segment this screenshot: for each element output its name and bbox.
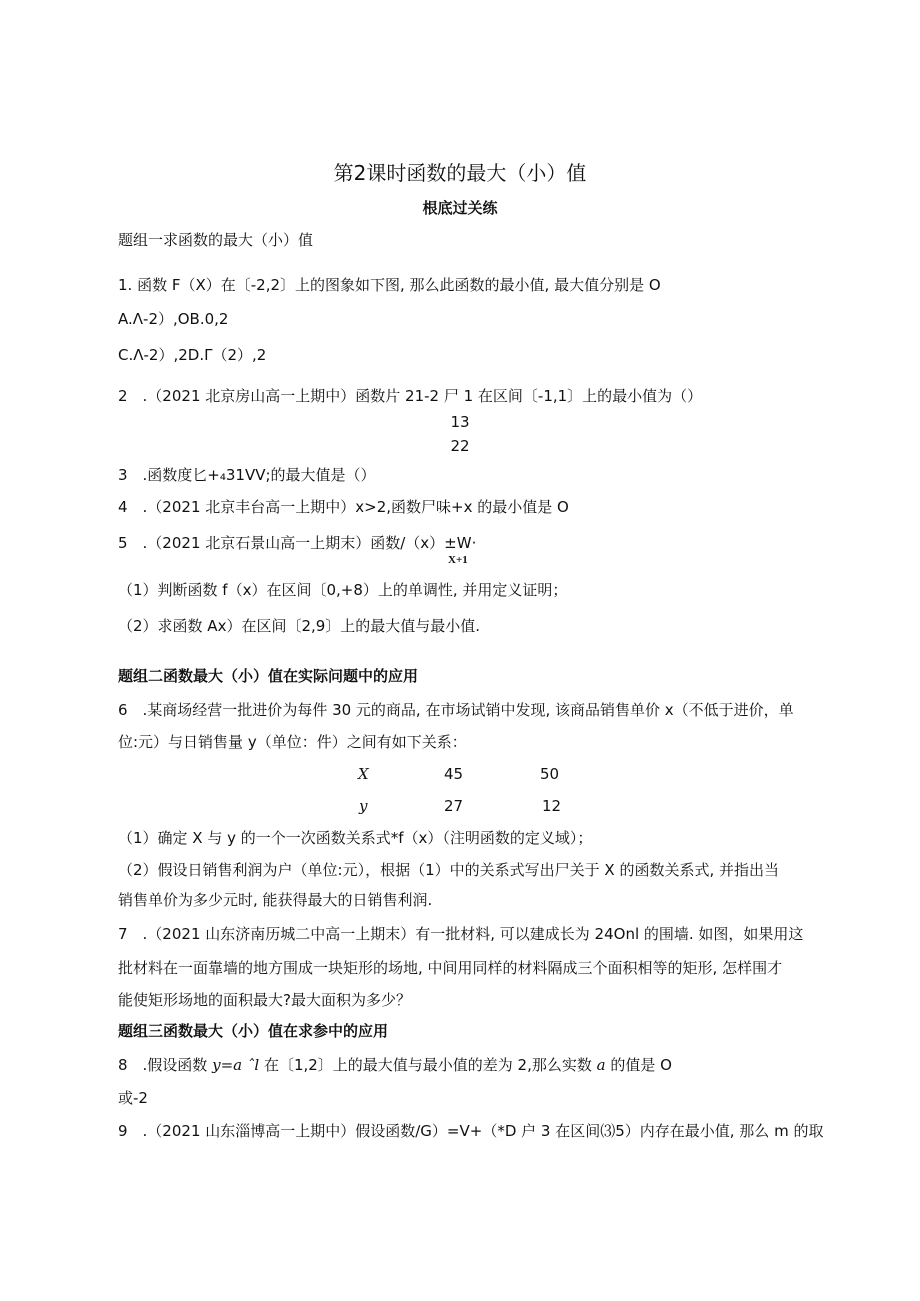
question-2-denominators: 22 [450, 437, 470, 455]
question-6-part-2-line-2: 销售单价为多少元时, 能获得最大的日销售利润. [118, 891, 433, 909]
question-6-part-1: （1）确定 X 与 y 的一个一次函数关系式*f（x）（注明函数的定义域）； [118, 829, 593, 847]
section-subtitle: 根底过关练 [422, 199, 498, 217]
question-8-answer: 或-2 [118, 1089, 148, 1107]
question-7-line-1: 7 .（2021 山东济南历城二中高一上期末）有一批材料, 可以建成长为 24Onl 的围墙. 如图，如果用这 [118, 925, 804, 943]
group-heading-3: 题组三函数最大（小）值在求参中的应用 [118, 1022, 389, 1040]
page-title: 第2课时函数的最大（小）值 [333, 161, 587, 185]
question-1-options-ab: A.Λ-2）,OB.0,2 [118, 310, 229, 328]
table-cell-x-1: 45 [444, 765, 464, 783]
question-4-stem: 4 .（2021 北京丰台高一上期中）x>2,函数尸味+x 的最小值是 O [118, 498, 569, 516]
question-2-numerators: 13 [450, 413, 470, 431]
question-2-stem: 2 .（2021 北京房山高一上期中）函数片 21-2 尸 1 在区间〔-1,1〕上的最小值为（） [118, 387, 703, 405]
question-6-line-1: 6 .某商场经营一批进价为每件 30 元的商品, 在市场试销中发现, 该商品销售单价 x（不低于进价，单 [118, 701, 794, 719]
table-cell-x-2: 50 [540, 765, 560, 783]
question-8-suffix: 的值是 O [610, 1056, 672, 1074]
question-1-options-cd: C.Λ-2）,2D.Γ（2）,2 [118, 346, 267, 364]
question-8-middle: 在〔1,2〕上的最大值与最小值的差为 2,那么实数 [263, 1056, 592, 1074]
question-6-part-2-line-1: （2）假设日销售利润为户（单位:元），根据（1）中的关系式写出尸关于 X 的函数关系式, 并指出当 [118, 861, 779, 879]
question-8-prefix: 8 .假设函数 [118, 1056, 208, 1074]
question-5-stem: 5 .（2021 北京石景山高一上期末）函数/（x）±W· [118, 534, 477, 552]
question-5-part-1: （1）判断函数 f（x）在区间〔0,+8）上的单调性, 并用定义证明； [118, 581, 568, 599]
group-heading-1: 题组一求函数的最大（小）值 [118, 231, 314, 249]
question-8-variable: a [596, 1056, 606, 1074]
question-5-part-2: （2）求函数 Ax）在区间〔2,9〕上的最大值与最小值. [118, 617, 481, 635]
question-3-stem: 3 .函数度匕+₄31VV;的最大值是（） [118, 466, 376, 484]
group-heading-2: 题组二函数最大（小）值在实际问题中的应用 [118, 667, 419, 685]
question-9-stem: 9 .（2021 山东淄博高一上期中）假设函数∕G）=V+（*D 户 3 在区间⑶5）内存在最小值, 那么 m 的取 [118, 1122, 824, 1140]
question-7-line-2: 批材料在一面靠墙的地方围成一块矩形的场地, 中间用同样的材料隔成三个面积相等的矩形, 怎样围才 [118, 959, 783, 977]
table-cell-y-1: 27 [444, 797, 464, 815]
question-1-stem: 1. 函数 F（X）在〔-2,2〕上的图象如下图, 那么此函数的最小值, 最大值分别是 O [118, 276, 661, 294]
table-row-label-y: y [359, 797, 368, 815]
question-7-line-3: 能使矩形场地的面积最大?最大面积为多少？ [118, 991, 411, 1009]
question-8-stem [118, 1055, 672, 1075]
table-cell-y-2: 12 [542, 797, 562, 815]
question-6-line-2: 位:元）与日销售量 y（单位：件）之间有如下关系： [118, 733, 467, 751]
question-5-denominator: X+1 [448, 554, 468, 566]
table-row-label-x: X [358, 765, 369, 783]
question-8-expression: y=a ˆl [212, 1056, 260, 1074]
